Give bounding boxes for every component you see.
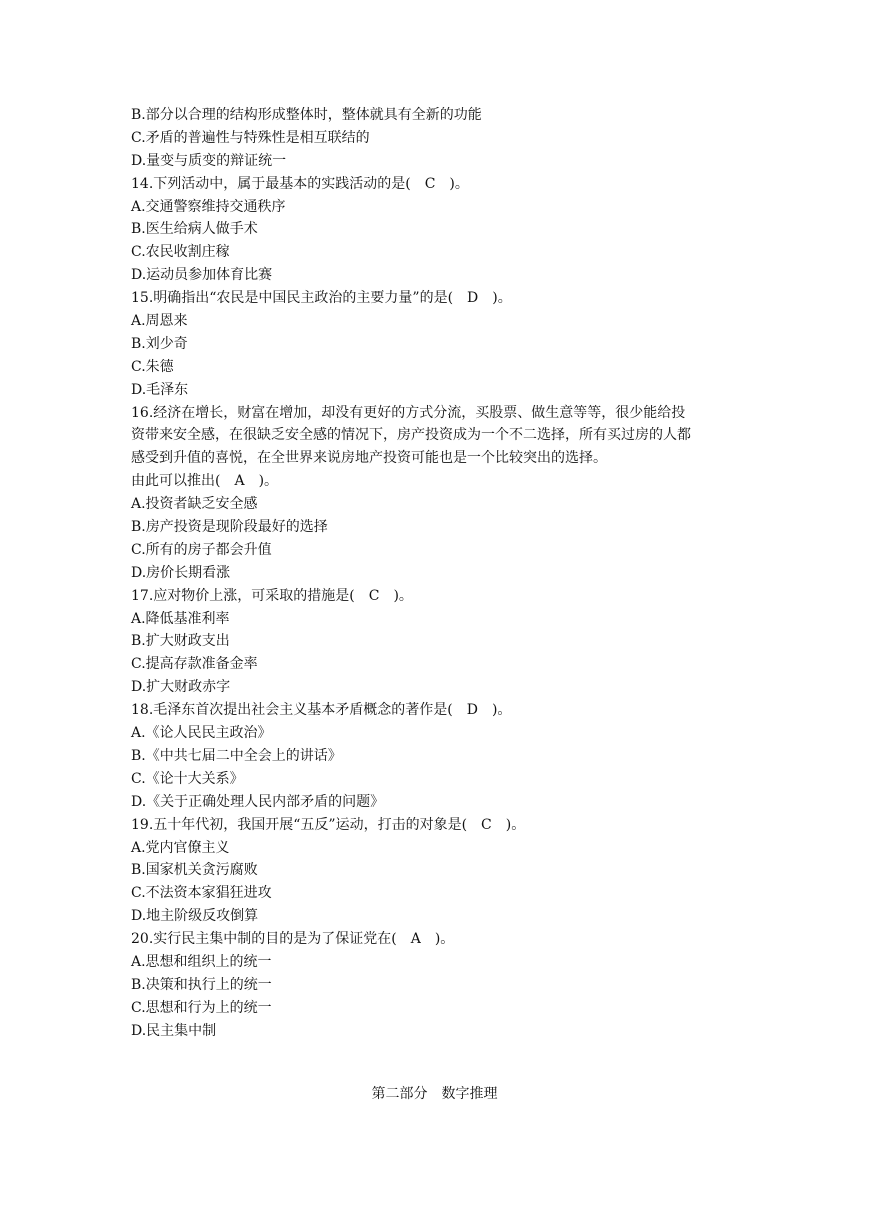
option-line: C.矛盾的普遍性与特殊性是相互联结的: [131, 129, 370, 146]
option-line: C.朱德: [131, 358, 174, 375]
option-line: A.投资者缺乏安全感: [131, 496, 258, 513]
option-line: B.国家机关贪污腐败: [131, 862, 258, 879]
question-16-line-3: 感受到升值的喜悦，在全世界来说房地产投资可能也是一个比较突出的选择。: [131, 450, 607, 467]
option-line: A.周恩来: [131, 313, 188, 330]
option-line: D.扩大财政赤字: [131, 679, 231, 696]
question-14: 14.下列活动中，属于最基本的实践活动的是( C )。: [131, 175, 469, 192]
option-line: A.思想和组织上的统一: [131, 953, 272, 970]
question-17: 17.应对物价上涨，可采取的措施是( C )。: [131, 587, 413, 604]
question-16-line-2: 资带来安全感，在很缺乏安全感的情况下，房产投资成为一个不二选择，所有买过房的人都: [131, 427, 691, 444]
question-20: 20.实行民主集中制的目的是为了保证党在( A )。: [131, 931, 455, 948]
option-line: B.房产投资是现阶段最好的选择: [131, 519, 328, 536]
option-line: D.量变与质变的辩证统一: [131, 152, 287, 169]
option-line: A.交通警察维持交通秩序: [131, 198, 286, 215]
option-line: B.医生给病人做手术: [131, 221, 258, 238]
option-line: A.降低基准利率: [131, 610, 230, 627]
option-line: D.《关于正确处理人民内部矛盾的问题》: [131, 793, 385, 810]
option-line: B.决策和执行上的统一: [131, 976, 272, 993]
option-line: D.毛泽东: [131, 381, 189, 398]
option-line: C.《论十大关系》: [131, 770, 244, 787]
option-line: C.提高存款准备金率: [131, 656, 258, 673]
option-line: A.党内官僚主义: [131, 839, 230, 856]
option-line: D.民主集中制: [131, 1022, 217, 1039]
question-15: 15.明确指出“农民是中国民主政治的主要力量”的是( D )。: [131, 290, 512, 307]
option-line: B.扩大财政支出: [131, 633, 230, 650]
option-line: C.思想和行为上的统一: [131, 999, 272, 1016]
option-line: D.地主阶级反攻倒算: [131, 908, 259, 925]
option-line: C.不法资本家猖狂进攻: [131, 885, 272, 902]
question-16-line-1: 16.经济在增长，财富在增加，却没有更好的方式分流，买股票、做生意等等，很少能给投: [131, 404, 686, 421]
question-16-line-4: 由此可以推出( A )。: [131, 473, 279, 490]
question-list: [131, 104, 771, 1043]
question-19: 19.五十年代初，我国开展“五反”运动，打击的对象是( C )。: [131, 816, 526, 833]
option-line: C.农民收割庄稼: [131, 244, 230, 261]
option-line: A.《论人民民主政治》: [131, 725, 272, 742]
option-line: D.房价长期看涨: [131, 564, 231, 581]
section-title: 第二部分 数字推理: [371, 1086, 498, 1102]
option-line: B.部分以合理的结构形成整体时，整体就具有全新的功能: [131, 107, 482, 123]
option-line: B.《中共七届二中全会上的讲话》: [131, 747, 342, 764]
option-line: D.运动员参加体育比赛: [131, 267, 273, 284]
option-line: B.刘少奇: [131, 335, 188, 352]
question-18: 18.毛泽东首次提出社会主义基本矛盾概念的著作是( D )。: [131, 702, 512, 719]
option-line: C.所有的房子都会升值: [131, 541, 272, 558]
